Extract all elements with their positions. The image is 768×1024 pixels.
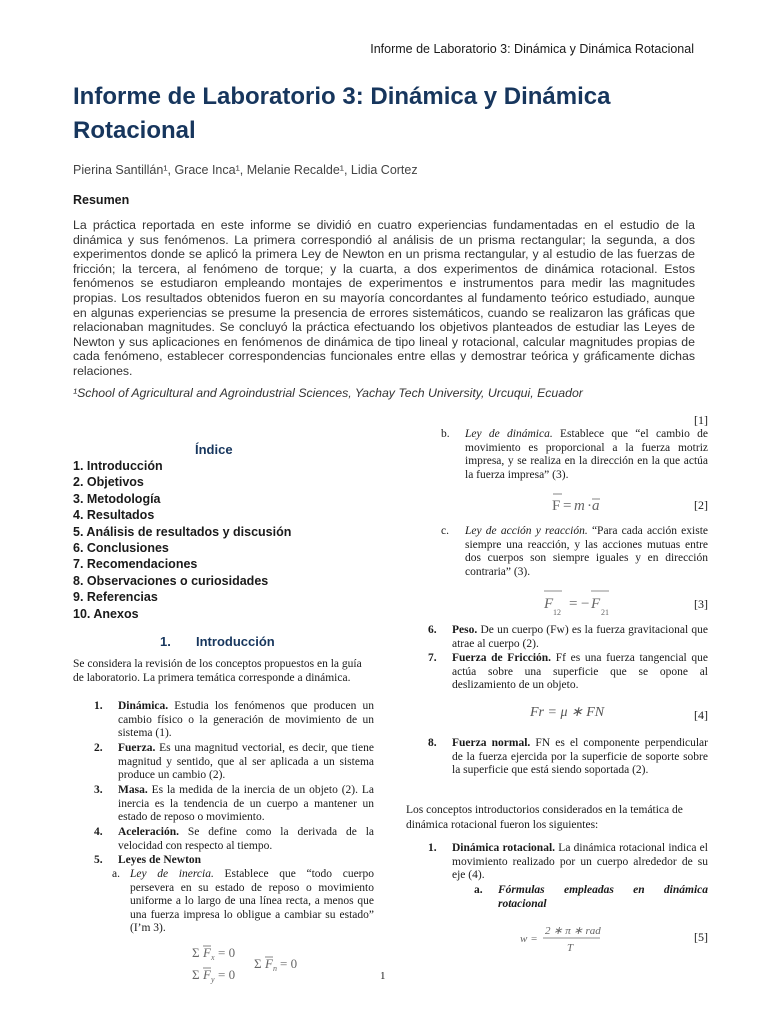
item-number: 4. (94, 826, 103, 838)
svg-text:= 0: = 0 (218, 945, 236, 960)
item-term: Masa. (118, 784, 148, 796)
item-text: Es una magnitud vectorial, es decir, que tiene magnitud y sentido, que al ser aplicada a un sistema produce un cambio (2). (118, 742, 374, 782)
item-text: La dinámica rotacional indica el movimiento realizado por un cuerpo alrededor de su eje (4). (452, 842, 708, 882)
authors: Pierina Santillán¹, Grace Inca¹, Melanie Recalde¹, Lidia Cortez (73, 163, 418, 177)
svg-text:−: − (581, 596, 590, 612)
concept-item (94, 742, 374, 783)
item-number: 1. (94, 700, 103, 712)
index-item: 3. Metodología (73, 491, 161, 506)
svg-text:21: 21 (601, 608, 609, 617)
index-item: 6. Conclusiones (73, 541, 169, 556)
svg-text:F: F (591, 596, 601, 612)
index-item: 10. Anexos (73, 606, 139, 621)
title-line-1: Informe de Laboratorio 3: Dinámica y Dinámica (73, 83, 611, 110)
svg-text:T: T (567, 942, 574, 954)
section-number: 1. (160, 634, 171, 649)
law-term: Ley de acción y reacción. (465, 525, 588, 537)
law-text: Establece que “el cambio de movimiento es proporcional a la fuerza motriz impresa, y se realiza en la dirección en la que actúa la fuerza impresa” (3). (465, 428, 708, 481)
law-marker: b. (441, 428, 450, 440)
affiliation: ¹School of Agricultural and Agroindustrial Sciences, Yachay Tech University, Urcuqui, Ecuador (73, 386, 583, 400)
equation-2-graphic (548, 490, 608, 514)
svg-text:12: 12 (553, 608, 561, 617)
svg-text:2 ∗ π ∗ rad: 2 ∗ π ∗ rad (545, 925, 601, 937)
svg-text:F: F (203, 945, 211, 960)
equation-3-graphic (540, 586, 620, 620)
item-number: 7. (428, 652, 437, 664)
concept-item (428, 737, 708, 778)
item-text: Estudia los fenómenos que producen un cambio físico o la generación de movimiento de un sistema (1). (118, 700, 374, 740)
law-term: Ley de dinámica. (465, 428, 553, 440)
concept-item (428, 624, 708, 651)
svg-text:F: F (203, 967, 211, 982)
item-number: 6. (428, 624, 437, 636)
item-number: 2. (94, 742, 103, 754)
svg-text:Σ: Σ (254, 956, 262, 971)
svg-text:y: y (211, 975, 215, 984)
index-item: 2. Objetivos (73, 475, 144, 490)
svg-text:=: = (569, 596, 578, 612)
equation-4: Fr = μ ∗ FN (530, 705, 605, 720)
svg-text:w: w (520, 933, 528, 945)
svg-text:= 0: = 0 (218, 967, 236, 982)
sub-term: Fórmulas empleadas en dinámica rotacional (498, 884, 708, 910)
index-item: 9. Referencias (73, 590, 158, 605)
sub-marker: a. (474, 884, 483, 896)
index-list (73, 458, 291, 622)
equation-number: [4] (694, 708, 708, 722)
svg-text:Σ: Σ (192, 967, 200, 982)
law-marker: a. (112, 868, 120, 880)
rotational-formulas-subheading (474, 884, 708, 911)
item-term: Dinámica rotacional. (452, 842, 556, 854)
svg-text:x: x (211, 953, 215, 962)
svg-text:a: a (592, 498, 600, 514)
concept-item (94, 700, 374, 741)
equation-number: [1] (694, 413, 708, 427)
item-term: Leyes de Newton (118, 854, 202, 866)
rotational-intro-paragraph: Los conceptos introductorios considerados en la temática de dinámica rotacional fueron los siguientes: (406, 804, 683, 831)
item-term: Aceleración. (118, 826, 179, 838)
svg-text:·: · (587, 498, 592, 514)
law-text: “Para cada acción existe siempre una reacción, y las acciones mutuas entre dos cuerpos son siempre iguales y en dirección contraria” (3). (465, 525, 708, 578)
item-number: 3. (94, 784, 103, 796)
abstract-text: La práctica reportada en este informe se dividió en cuatro experiencias fundamentadas en el estudio de la dinámica y sus fenómenos. La primera correspondió al análisis de un prisma rectangular; la segunda, a dos experimentos donde se aplicó la primera Ley de Newton en un prisma rectangular, y al estudio de las fuerzas de fricción; la tercera, al fenómeno de torque; y la cuarta, a dos experimentos de dinámica rotacional. Estos fenómenos se estudiaron empleando montajes de experimentos e instrumentos para medir las magnitudes propias. Los resultados obtenidos fueron en su mayoría concordantes al fundamento teórico estudiado, aunque en algunas experiencias se presume la presencia de errores sistemáticos, cuando se realizaron las gráficas que relacionaban magnitudes. Se concluyó la práctica efectuando los objetivos planteados de estudiar las Leyes de Newton y sus aplicaciones en fenómenos de dinámica de tipo lineal y rotacional, calcular magnitudes propias de cada fenómeno, establecer correspondencias funcionales entre ellas y demostrar teórica y gráficamente dichas relaciones. (73, 218, 695, 378)
item-text: Se define como la derivada de la velocidad con respecto al tiempo. (118, 826, 374, 852)
concept-item (94, 854, 374, 868)
item-term: Dinámica. (118, 700, 169, 712)
index-item: 8. Observaciones o curiosidades (73, 573, 269, 588)
newton-law-b (441, 428, 708, 482)
svg-text:F: F (552, 498, 561, 514)
law-text: Establece que “todo cuerpo persevera en su estado de reposo o movimiento uniforme a lo largo de una línea recta, a menos que una fuerza impresa lo obligue a cambiar su estado” (I’m 3). (130, 868, 375, 935)
section-title: Introducción (196, 634, 275, 649)
paper-title (73, 80, 713, 148)
item-term: Fuerza de Fricción. (452, 652, 552, 664)
equation-1-graphic (190, 942, 300, 988)
title-line-2: Rotacional (73, 117, 196, 144)
index-item: 5. Análisis de resultados y discusión (73, 524, 292, 539)
newton-law-c (441, 525, 708, 579)
svg-text:Σ: Σ (192, 945, 200, 960)
index-item: 7. Recomendaciones (73, 557, 198, 572)
item-term: Fuerza. (118, 742, 156, 754)
index-item: 1. Introducción (73, 459, 163, 473)
equation-number: [3] (694, 597, 708, 611)
svg-text:m: m (574, 498, 585, 514)
intro-paragraph: Se considera la revisión de los conceptos propuestos en la guía de laboratorio. La primera temática corresponde a dinámica. (73, 658, 362, 684)
equation-number: [2] (694, 498, 708, 512)
running-header: Informe de Laboratorio 3: Dinámica y Dinámica Rotacional (370, 42, 694, 56)
item-term: Peso. (452, 624, 478, 636)
abstract-heading: Resumen (73, 193, 130, 207)
item-text: FN es el componente perpendicular de la fuerza ejercida por la superficie de soporte sobre la superficie que está siendo soportada (2). (452, 737, 708, 777)
concept-item (428, 842, 708, 883)
newton-law-a (112, 868, 375, 936)
concept-item (428, 652, 708, 693)
law-marker: c. (441, 525, 449, 537)
svg-text:= 0: = 0 (280, 956, 298, 971)
concept-item (94, 826, 374, 853)
svg-text:=: = (531, 933, 538, 945)
item-text: Es la medida de la inercia de un objeto (2). La inercia es la tendencia de un cuerpo a mantener un estado de reposo o movimiento. (118, 784, 374, 824)
equation-number: [5] (694, 930, 708, 944)
item-number: 5. (94, 854, 103, 866)
item-term: Fuerza normal. (452, 737, 531, 749)
svg-text:F: F (265, 956, 273, 971)
section-heading-introduccion (160, 634, 275, 649)
item-number: 1. (428, 842, 437, 854)
svg-text:F: F (544, 596, 554, 612)
index-item: 4. Resultados (73, 508, 155, 523)
item-number: 8. (428, 737, 437, 749)
svg-text:=: = (563, 498, 572, 514)
item-text: Ff es una fuerza tangencial que actúa sobre una superficie que se opone al deslizamiento de un objeto. (452, 652, 708, 692)
law-term: Ley de inercia. (130, 868, 214, 880)
item-text: De un cuerpo (Fw) es la fuerza gravitacional que atrae al cuerpo (2). (452, 624, 708, 650)
page-number: 1 (380, 970, 386, 982)
equation-5-graphic (518, 922, 608, 956)
svg-text:n: n (273, 964, 277, 973)
concept-item (94, 784, 374, 825)
index-title: Índice (195, 442, 233, 457)
